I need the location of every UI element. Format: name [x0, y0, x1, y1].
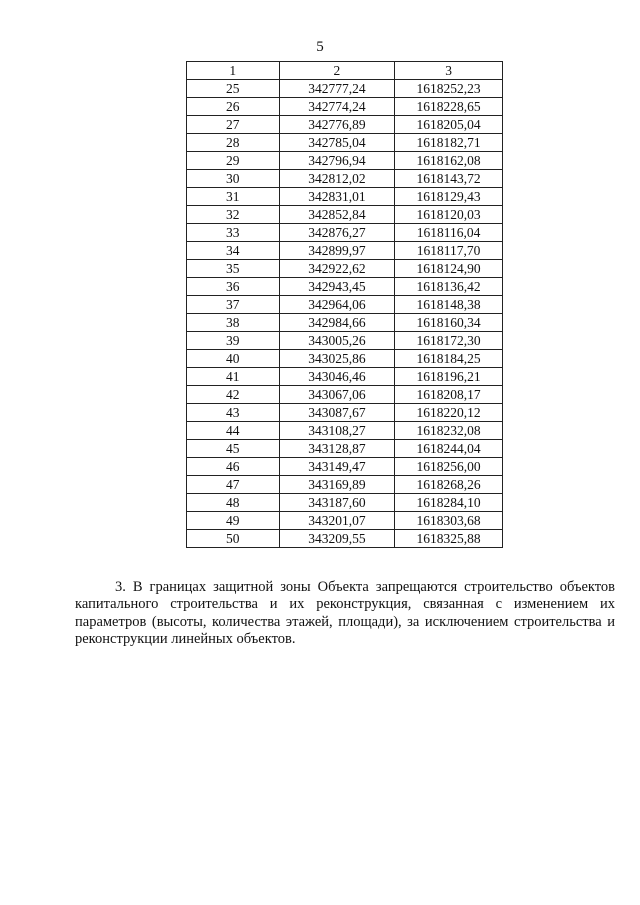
x-coordinate-cell: 342774,24 — [279, 98, 395, 116]
table-row — [187, 224, 503, 242]
x-coordinate-cell: 342943,45 — [279, 278, 395, 296]
table-row — [187, 386, 503, 404]
point-number-cell: 34 — [187, 242, 280, 260]
x-coordinate-cell: 342899,97 — [279, 242, 395, 260]
point-number-cell: 35 — [187, 260, 280, 278]
y-coordinate-cell: 1618124,90 — [395, 260, 503, 278]
point-number-cell: 28 — [187, 134, 280, 152]
point-number-cell: 26 — [187, 98, 280, 116]
table-row — [187, 494, 503, 512]
table-row — [187, 152, 503, 170]
y-coordinate-cell: 1618184,25 — [395, 350, 503, 368]
x-coordinate-cell: 342964,06 — [279, 296, 395, 314]
x-coordinate-cell: 343187,60 — [279, 494, 395, 512]
y-coordinate-cell: 1618143,72 — [395, 170, 503, 188]
y-coordinate-cell: 1618120,03 — [395, 206, 503, 224]
x-coordinate-cell: 342785,04 — [279, 134, 395, 152]
y-coordinate-cell: 1618172,30 — [395, 332, 503, 350]
x-coordinate-cell: 343169,89 — [279, 476, 395, 494]
point-number-cell: 41 — [187, 368, 280, 386]
x-coordinate-cell: 342984,66 — [279, 314, 395, 332]
page-number: 5 — [316, 39, 324, 55]
point-number-cell: 40 — [187, 350, 280, 368]
table-row — [187, 116, 503, 134]
table-row — [187, 188, 503, 206]
y-coordinate-cell: 1618196,21 — [395, 368, 503, 386]
point-number-cell: 36 — [187, 278, 280, 296]
table-row — [187, 206, 503, 224]
y-coordinate-cell: 1618136,42 — [395, 278, 503, 296]
point-number-cell: 32 — [187, 206, 280, 224]
point-number-cell: 29 — [187, 152, 280, 170]
point-number-cell: 44 — [187, 422, 280, 440]
y-coordinate-cell: 1618160,34 — [395, 314, 503, 332]
point-number-cell: 49 — [187, 512, 280, 530]
x-coordinate-cell: 343128,87 — [279, 440, 395, 458]
y-coordinate-cell: 1618117,70 — [395, 242, 503, 260]
y-coordinate-cell: 1618256,00 — [395, 458, 503, 476]
y-coordinate-cell: 1618182,71 — [395, 134, 503, 152]
x-coordinate-cell: 342876,27 — [279, 224, 395, 242]
table-row — [187, 314, 503, 332]
restriction-paragraph: 3. В границах защитной зоны Объекта запрещаются строительство объектов капитального строительства и их реконструкция, связанная с изменением их параметров (высоты, количества этажей, площади), за исключением строительства и реконструкции линейных объектов. — [75, 578, 615, 647]
x-coordinate-cell: 343046,46 — [279, 368, 395, 386]
x-coordinate-cell: 343108,27 — [279, 422, 395, 440]
table-row — [187, 296, 503, 314]
column-header-2: 2 — [279, 62, 395, 80]
point-number-cell: 39 — [187, 332, 280, 350]
y-coordinate-cell: 1618148,38 — [395, 296, 503, 314]
table-row — [187, 260, 503, 278]
x-coordinate-cell: 342922,62 — [279, 260, 395, 278]
point-number-cell: 43 — [187, 404, 280, 422]
y-coordinate-cell: 1618303,68 — [395, 512, 503, 530]
point-number-cell: 31 — [187, 188, 280, 206]
y-coordinate-cell: 1618129,43 — [395, 188, 503, 206]
table-row — [187, 350, 503, 368]
x-coordinate-cell: 342796,94 — [279, 152, 395, 170]
point-number-cell: 30 — [187, 170, 280, 188]
x-coordinate-cell: 342776,89 — [279, 116, 395, 134]
y-coordinate-cell: 1618162,08 — [395, 152, 503, 170]
column-header-3: 3 — [395, 62, 503, 80]
y-coordinate-cell: 1618208,17 — [395, 386, 503, 404]
table-row — [187, 458, 503, 476]
table-row — [187, 404, 503, 422]
x-coordinate-cell: 343149,47 — [279, 458, 395, 476]
y-coordinate-cell: 1618232,08 — [395, 422, 503, 440]
column-header-1: 1 — [187, 62, 280, 80]
point-number-cell: 45 — [187, 440, 280, 458]
table-row — [187, 440, 503, 458]
table-row — [187, 422, 503, 440]
table-row — [187, 80, 503, 98]
y-coordinate-cell: 1618244,04 — [395, 440, 503, 458]
x-coordinate-cell: 342831,01 — [279, 188, 395, 206]
table-row — [187, 530, 503, 548]
point-number-cell: 27 — [187, 116, 280, 134]
point-number-cell: 48 — [187, 494, 280, 512]
y-coordinate-cell: 1618325,88 — [395, 530, 503, 548]
table-header-row — [187, 62, 503, 80]
table-row — [187, 242, 503, 260]
x-coordinate-cell: 343005,26 — [279, 332, 395, 350]
x-coordinate-cell: 343087,67 — [279, 404, 395, 422]
point-number-cell: 33 — [187, 224, 280, 242]
y-coordinate-cell: 1618284,10 — [395, 494, 503, 512]
x-coordinate-cell: 343067,06 — [279, 386, 395, 404]
table-row — [187, 476, 503, 494]
y-coordinate-cell: 1618205,04 — [395, 116, 503, 134]
point-number-cell: 47 — [187, 476, 280, 494]
table-body — [187, 80, 503, 548]
x-coordinate-cell: 343025,86 — [279, 350, 395, 368]
table-row — [187, 332, 503, 350]
x-coordinate-cell: 342777,24 — [279, 80, 395, 98]
y-coordinate-cell: 1618252,23 — [395, 80, 503, 98]
x-coordinate-cell: 342852,84 — [279, 206, 395, 224]
table-row — [187, 278, 503, 296]
table-row — [187, 134, 503, 152]
table-row — [187, 170, 503, 188]
x-coordinate-cell: 343209,55 — [279, 530, 395, 548]
y-coordinate-cell: 1618228,65 — [395, 98, 503, 116]
coordinates-table — [186, 61, 503, 548]
y-coordinate-cell: 1618116,04 — [395, 224, 503, 242]
y-coordinate-cell: 1618268,26 — [395, 476, 503, 494]
point-number-cell: 42 — [187, 386, 280, 404]
table-row — [187, 368, 503, 386]
point-number-cell: 50 — [187, 530, 280, 548]
x-coordinate-cell: 343201,07 — [279, 512, 395, 530]
point-number-cell: 38 — [187, 314, 280, 332]
point-number-cell: 25 — [187, 80, 280, 98]
point-number-cell: 37 — [187, 296, 280, 314]
table-row — [187, 512, 503, 530]
x-coordinate-cell: 342812,02 — [279, 170, 395, 188]
table-row — [187, 98, 503, 116]
point-number-cell: 46 — [187, 458, 280, 476]
y-coordinate-cell: 1618220,12 — [395, 404, 503, 422]
